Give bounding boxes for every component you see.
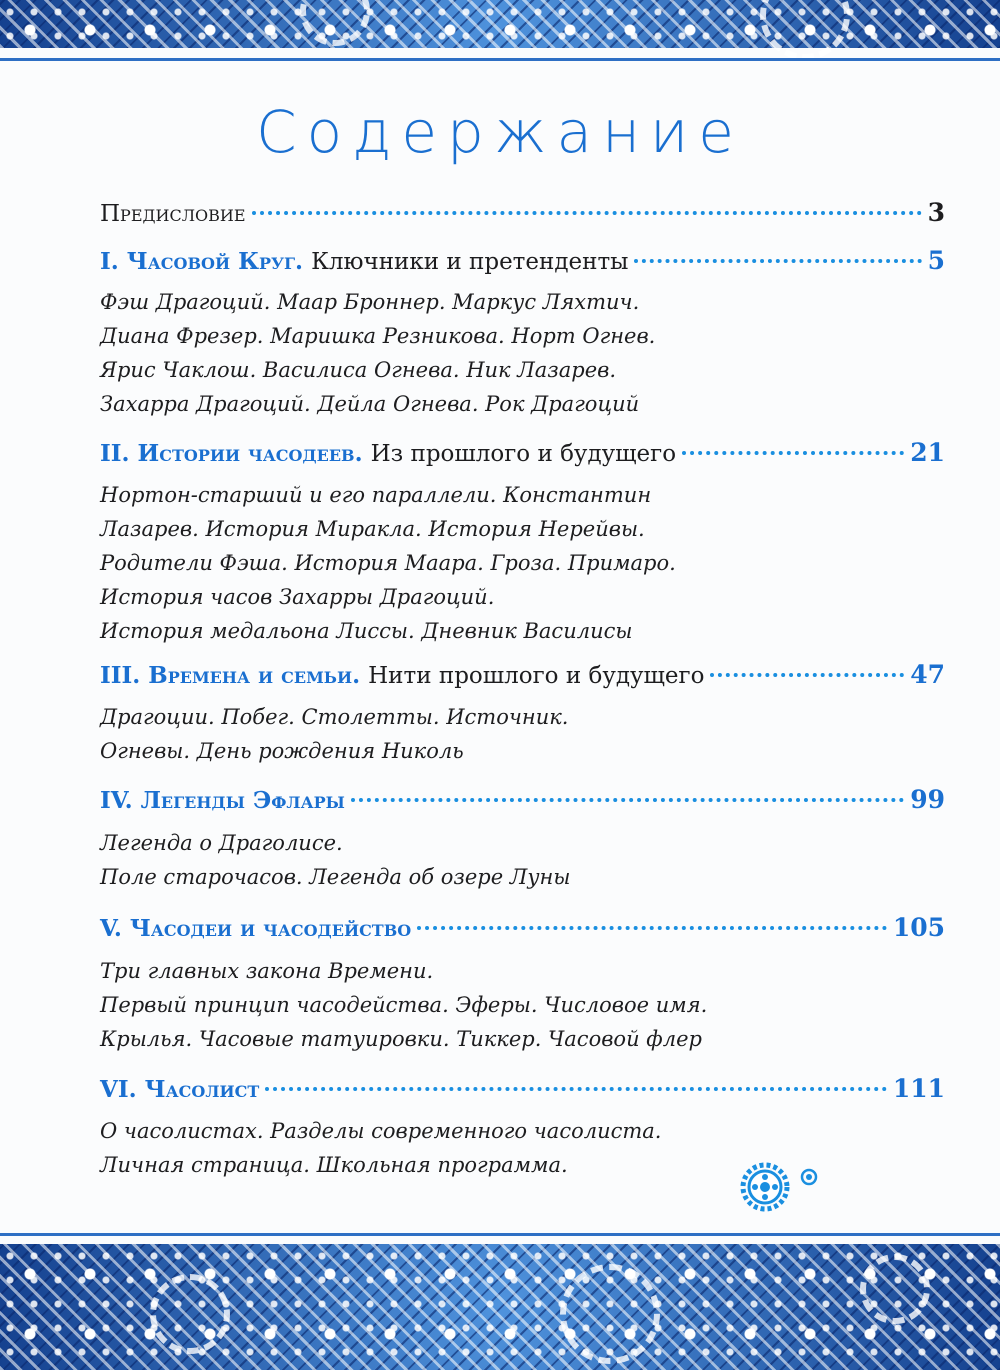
gear-pattern-icon: [300, 0, 370, 46]
section-page: 105: [892, 913, 945, 942]
section-title: II. Истории часодеев.: [100, 440, 363, 467]
section-item-line: Диана Фрезер. Маришка Резникова. Норт Огнев.: [100, 324, 656, 348]
top-decorative-border: [0, 0, 1000, 48]
section-item-line: Нортон-старший и его параллели. Константин: [100, 483, 652, 507]
section-item-line: Драгоции. Побег. Столетты. Источник.: [100, 705, 569, 729]
section-item-line: История часов Захарры Драгоций.: [100, 585, 495, 609]
section-page: 99: [910, 785, 945, 814]
section-title: I. Часовой Круг.: [100, 248, 304, 275]
section-1-items: [100, 285, 945, 421]
section-item-line: Первый принцип часодейства. Эферы. Числовое имя.: [100, 993, 708, 1017]
section-3-items: [100, 700, 945, 768]
section-title: III. Времена и семьи.: [100, 662, 361, 689]
dot-leader: [634, 259, 921, 263]
section-subtitle: Ключники и претенденты: [311, 249, 629, 275]
toc-section-3: [100, 660, 945, 696]
dot-leader: [682, 451, 904, 455]
toc-entry-title: Предисловие: [100, 201, 246, 227]
bottom-decorative-border: [0, 1244, 1000, 1370]
gear-pattern-icon: [560, 1264, 660, 1364]
toc-section-6: [100, 1074, 945, 1110]
section-subtitle: Нити прошлого и будущего: [368, 663, 705, 689]
section-item-line: Огневы. День рождения Николь: [100, 739, 464, 763]
toc-section-5: [100, 913, 945, 949]
section-title: VI. Часолист: [100, 1076, 260, 1103]
gear-pattern-icon: [760, 0, 850, 60]
section-title: IV. Легенды Эфлары: [100, 787, 345, 814]
dot-leader: [710, 673, 904, 677]
section-item-line: Фэш Драгоций. Маар Броннер. Маркус Ляхтич.: [100, 290, 640, 314]
dot-leader: [417, 926, 887, 930]
toc-section-2: [100, 438, 945, 474]
section-item-line: Родители Фэша. История Маара. Гроза. Примаро.: [100, 551, 676, 575]
section-5-items: [100, 954, 945, 1056]
section-item-line: О часолистах. Разделы современного часолиста.: [100, 1119, 662, 1143]
section-item-line: Поле старочасов. Легенда об озере Луны: [100, 865, 571, 889]
page-title: Содержание: [256, 98, 744, 166]
section-item-line: Захарра Драгоций. Дейла Огнева. Рок Драгоций: [100, 392, 640, 416]
section-2-items: [100, 478, 945, 648]
gear-pattern-icon: [150, 1274, 230, 1354]
toc-section-4: [100, 785, 945, 821]
section-item-line: Личная страница. Школьная программа.: [100, 1153, 568, 1177]
section-page: 47: [910, 660, 945, 689]
section-item-line: Крылья. Часовые татуировки. Тиккер. Часовой флер: [100, 1027, 702, 1051]
dot-leader: [351, 798, 904, 802]
dot-leader: [252, 211, 922, 215]
section-6-items: [100, 1114, 945, 1182]
top-rule: [0, 58, 1000, 61]
section-item-line: Легенда о Драголисе.: [100, 831, 343, 855]
section-page: 111: [892, 1074, 945, 1103]
dot-leader: [265, 1087, 887, 1091]
bottom-rule: [0, 1233, 1000, 1236]
section-item-line: История медальона Лиссы. Дневник Василисы: [100, 619, 633, 643]
section-item-line: Ярис Чаклош. Василиса Огнева. Ник Лазарев.: [100, 358, 617, 382]
section-item-line: Лазарев. История Миракла. История Нерейвы.: [100, 517, 645, 541]
toc-section-1: [100, 246, 945, 282]
gear-pattern-icon: [860, 1254, 930, 1324]
toc-entry-page: 3: [927, 198, 945, 227]
section-page: 21: [910, 438, 945, 467]
section-4-items: [100, 826, 945, 894]
dot-ornament-icon: [800, 1168, 818, 1186]
section-page: 5: [927, 246, 945, 275]
toc-entry-preface: [100, 198, 945, 234]
section-subtitle: Из прошлого и будущего: [370, 441, 677, 467]
section-title: V. Часодеи и часодейство: [100, 915, 412, 942]
gear-ornament-icon: [738, 1160, 792, 1214]
section-item-line: Три главных закона Времени.: [100, 959, 434, 983]
